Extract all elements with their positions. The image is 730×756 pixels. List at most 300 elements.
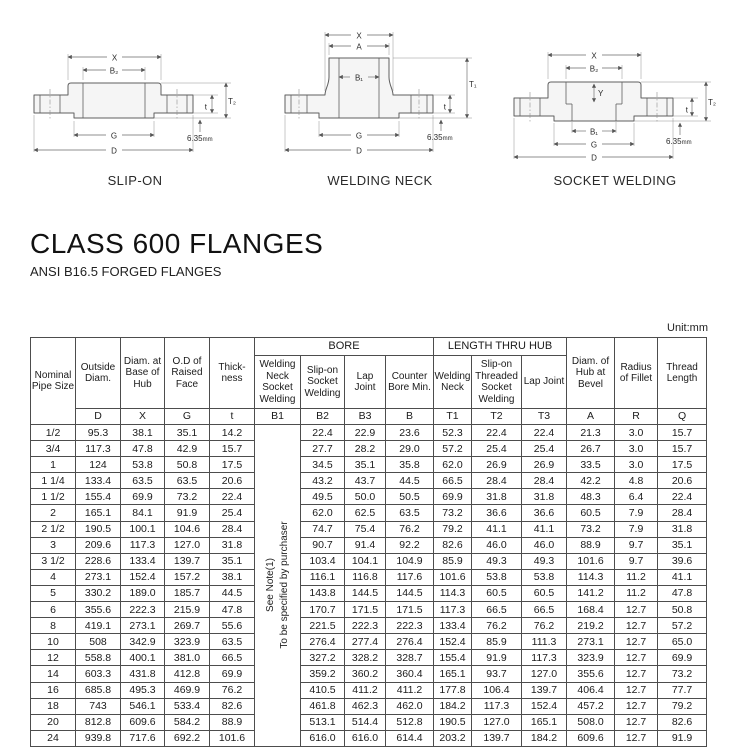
col-header-outside-diam: Outside Diam.: [76, 338, 121, 409]
table-row: [31, 618, 707, 634]
dim-label-x: X: [111, 53, 118, 63]
cell-value: 46.0: [522, 537, 567, 553]
cell-value: 155.4: [76, 489, 121, 505]
cell-value: 209.6: [76, 537, 121, 553]
cell-value: 63.5: [121, 473, 165, 489]
cell-value: 66.5: [472, 602, 522, 618]
cell-nominal-size: 6: [31, 602, 76, 618]
cell-value: 609.6: [121, 714, 165, 730]
cell-value: 127.0: [472, 714, 522, 730]
dim-label-t2: T₂: [228, 97, 236, 106]
dim-label-y: Y: [598, 89, 604, 98]
cell-value: 124: [76, 457, 121, 473]
cell-value: 47.8: [210, 602, 255, 618]
table-row: [31, 441, 707, 457]
cell-value: 53.8: [121, 457, 165, 473]
cell-value: 461.8: [301, 698, 345, 714]
cell-value: 44.5: [386, 473, 434, 489]
dim-label-d: D: [356, 146, 362, 156]
cell-value: 73.2: [165, 489, 210, 505]
flange-cross-section: [34, 83, 193, 118]
flange-cross-section: [514, 82, 673, 121]
cell-value: 22.4: [301, 425, 345, 441]
dim-label-t: t: [204, 102, 207, 112]
cell-value: 411.2: [345, 682, 386, 698]
cell-value: 76.2: [210, 682, 255, 698]
dim-label-g: G: [110, 131, 118, 141]
symbol-b3: B3: [345, 409, 386, 425]
cell-value: 69.9: [121, 489, 165, 505]
cell-value: 462.3: [345, 698, 386, 714]
cell-value: 812.8: [76, 714, 121, 730]
cell-value: 184.2: [522, 730, 567, 746]
cell-value: 20.6: [210, 473, 255, 489]
cell-value: 117.3: [434, 602, 472, 618]
cell-value: 62.0: [301, 505, 345, 521]
cell-value: 584.2: [165, 714, 210, 730]
cell-value: 177.8: [434, 682, 472, 698]
b1-note-cell: [255, 425, 301, 747]
cell-nominal-size: 12: [31, 650, 76, 666]
dim-label-t: t: [443, 102, 446, 112]
cell-nominal-size: 1 1/2: [31, 489, 76, 505]
cell-value: 12.7: [615, 634, 658, 650]
cell-value: 82.6: [658, 714, 707, 730]
cell-value: 53.8: [472, 569, 522, 585]
cell-value: 219.2: [567, 618, 615, 634]
cell-value: 22.4: [472, 425, 522, 441]
cell-value: 75.4: [345, 521, 386, 537]
cell-value: 7.9: [615, 505, 658, 521]
cell-value: 42.2: [567, 473, 615, 489]
welding-neck-diagram: [275, 25, 485, 165]
cell-value: 171.5: [345, 602, 386, 618]
cell-value: 457.2: [567, 698, 615, 714]
dim-label-b2: B₂: [109, 66, 119, 76]
cell-value: 35.1: [165, 425, 210, 441]
dim-label-b1: B₁: [354, 73, 364, 83]
symbol-t1: T1: [434, 409, 472, 425]
cell-value: 558.8: [76, 650, 121, 666]
cell-value: 276.4: [386, 634, 434, 650]
col-header-length-slipon: Slip-on Threaded Socket Welding: [472, 356, 522, 409]
figure-socket-welding: [510, 25, 720, 188]
socket-welding-diagram: [510, 25, 720, 165]
col-header-hub-bevel-diam: Diam. of Hub at Bevel: [567, 338, 615, 409]
cell-value: 546.1: [121, 698, 165, 714]
cell-value: 47.8: [121, 441, 165, 457]
cell-value: 85.9: [434, 553, 472, 569]
cell-value: 228.6: [76, 553, 121, 569]
cell-value: 185.7: [165, 585, 210, 601]
table-row: [31, 473, 707, 489]
cell-value: 104.6: [165, 521, 210, 537]
cell-nominal-size: 3/4: [31, 441, 76, 457]
cell-value: 117.6: [386, 569, 434, 585]
cell-value: 692.2: [165, 730, 210, 746]
cell-value: 127.0: [165, 537, 210, 553]
cell-value: 116.8: [345, 569, 386, 585]
cell-value: 69.9: [210, 666, 255, 682]
cell-value: 152.4: [522, 698, 567, 714]
cell-value: 35.1: [345, 457, 386, 473]
cell-value: 117.3: [472, 698, 522, 714]
cell-value: 323.9: [567, 650, 615, 666]
cell-value: 63.5: [165, 473, 210, 489]
table-row: [31, 730, 707, 746]
cell-value: 406.4: [567, 682, 615, 698]
cell-value: 12.7: [615, 682, 658, 698]
diagram-caption: SLIP-ON: [107, 173, 163, 188]
cell-value: 9.7: [615, 553, 658, 569]
cell-value: 76.2: [386, 521, 434, 537]
cell-value: 139.7: [522, 682, 567, 698]
cell-value: 57.2: [658, 618, 707, 634]
cell-value: 117.3: [76, 441, 121, 457]
cell-value: 66.5: [522, 602, 567, 618]
cell-value: 400.1: [121, 650, 165, 666]
cell-value: 43.7: [345, 473, 386, 489]
cell-value: 12.7: [615, 602, 658, 618]
cell-value: 62.5: [345, 505, 386, 521]
cell-value: 431.8: [121, 666, 165, 682]
cell-nominal-size: 4: [31, 569, 76, 585]
cell-value: 139.7: [472, 730, 522, 746]
cell-value: 101.6: [210, 730, 255, 746]
cell-value: 4.8: [615, 473, 658, 489]
cell-value: 410.5: [301, 682, 345, 698]
cell-value: 12.7: [615, 666, 658, 682]
symbol-t: t: [210, 409, 255, 425]
cell-value: 222.3: [345, 618, 386, 634]
cell-value: 79.2: [658, 698, 707, 714]
cell-value: 328.2: [345, 650, 386, 666]
figure-welding-neck: [275, 25, 485, 188]
cell-nominal-size: 1 1/4: [31, 473, 76, 489]
col-header-raised-face-od: O.D of Raised Face: [165, 338, 210, 409]
symbol-b2: B2: [301, 409, 345, 425]
dim-label-a: A: [356, 42, 362, 52]
group-header-bore: BORE: [255, 338, 434, 356]
cell-value: 12.7: [615, 714, 658, 730]
cell-value: 360.2: [345, 666, 386, 682]
cell-value: 60.5: [567, 505, 615, 521]
unit-label: Unit:mm: [667, 322, 708, 334]
cell-value: 189.0: [121, 585, 165, 601]
cell-value: 116.1: [301, 569, 345, 585]
cell-value: 133.4: [121, 553, 165, 569]
cell-value: 91.4: [345, 537, 386, 553]
cell-value: 144.5: [386, 585, 434, 601]
table-row: [31, 602, 707, 618]
cell-value: 41.1: [522, 521, 567, 537]
cell-value: 29.0: [386, 441, 434, 457]
cell-value: 26.7: [567, 441, 615, 457]
cell-value: 144.5: [345, 585, 386, 601]
cell-value: 14.2: [210, 425, 255, 441]
cell-value: 157.2: [165, 569, 210, 585]
cell-value: 42.9: [165, 441, 210, 457]
cell-value: 73.2: [658, 666, 707, 682]
cell-value: 100.1: [121, 521, 165, 537]
cell-value: 111.3: [522, 634, 567, 650]
cell-value: 184.2: [434, 698, 472, 714]
cell-value: 34.5: [301, 457, 345, 473]
table-row: [31, 714, 707, 730]
dim-label-b2: B₂: [589, 64, 599, 74]
cell-value: 49.3: [522, 553, 567, 569]
cell-value: 101.6: [434, 569, 472, 585]
cell-nominal-size: 14: [31, 666, 76, 682]
cell-nominal-size: 8: [31, 618, 76, 634]
table-body: [31, 425, 707, 747]
b1-note-line: See Note(1): [264, 558, 276, 613]
cell-value: 168.4: [567, 602, 615, 618]
cell-value: 31.8: [472, 489, 522, 505]
cell-value: 85.9: [472, 634, 522, 650]
cell-value: 342.9: [121, 634, 165, 650]
col-header-length-lap-joint: Lap Joint: [522, 356, 567, 409]
cell-value: 62.0: [434, 457, 472, 473]
cell-value: 25.4: [210, 505, 255, 521]
cell-nominal-size: 10: [31, 634, 76, 650]
cell-value: 57.2: [434, 441, 472, 457]
cell-value: 33.5: [567, 457, 615, 473]
cell-value: 28.4: [658, 505, 707, 521]
cell-value: 31.8: [522, 489, 567, 505]
cell-value: 28.4: [522, 473, 567, 489]
cell-value: 3.0: [615, 457, 658, 473]
symbol-d: D: [76, 409, 121, 425]
col-header-length-wn: Welding Neck: [434, 356, 472, 409]
cell-value: 3.0: [615, 425, 658, 441]
table-row: [31, 650, 707, 666]
cell-value: 60.5: [472, 585, 522, 601]
cell-value: 77.7: [658, 682, 707, 698]
dim-label-d: D: [591, 153, 597, 163]
symbol-a: A: [567, 409, 615, 425]
table-row: [31, 489, 707, 505]
group-header-length-thru-hub: LENGTH THRU HUB: [434, 338, 567, 356]
cell-value: 55.6: [210, 618, 255, 634]
cell-value: 22.4: [522, 425, 567, 441]
cell-value: 11.2: [615, 585, 658, 601]
cell-nominal-size: 2 1/2: [31, 521, 76, 537]
cell-value: 411.2: [386, 682, 434, 698]
cell-value: 73.2: [434, 505, 472, 521]
cell-value: 512.8: [386, 714, 434, 730]
cell-value: 412.8: [165, 666, 210, 682]
cell-nominal-size: 20: [31, 714, 76, 730]
col-header-nominal: Nominal Pipe Size: [31, 338, 76, 425]
cell-value: 152.4: [434, 634, 472, 650]
cell-value: 273.1: [121, 618, 165, 634]
cell-value: 36.6: [472, 505, 522, 521]
cell-value: 514.4: [345, 714, 386, 730]
cell-nominal-size: 5: [31, 585, 76, 601]
cell-value: 22.4: [210, 489, 255, 505]
cell-value: 419.1: [76, 618, 121, 634]
col-header-thread-length: Thread Length: [658, 338, 707, 409]
cell-value: 939.8: [76, 730, 121, 746]
cell-value: 84.1: [121, 505, 165, 521]
cell-value: 31.8: [658, 521, 707, 537]
dim-label-t: t: [685, 105, 688, 115]
cell-value: 106.4: [472, 682, 522, 698]
table-row: [31, 682, 707, 698]
cell-value: 165.1: [76, 505, 121, 521]
cell-value: 155.4: [434, 650, 472, 666]
cell-value: 88.9: [567, 537, 615, 553]
cell-value: 143.8: [301, 585, 345, 601]
symbol-g: G: [165, 409, 210, 425]
cell-value: 35.1: [210, 553, 255, 569]
cell-value: 104.9: [386, 553, 434, 569]
table-row: [31, 666, 707, 682]
cell-value: 360.4: [386, 666, 434, 682]
table-row: [31, 425, 707, 441]
cell-value: 117.3: [522, 650, 567, 666]
cell-value: 69.9: [434, 489, 472, 505]
cell-value: 101.6: [567, 553, 615, 569]
symbol-b1: B1: [255, 409, 301, 425]
table-row: [31, 505, 707, 521]
cell-value: 74.7: [301, 521, 345, 537]
cell-value: 46.0: [472, 537, 522, 553]
cell-value: 91.9: [472, 650, 522, 666]
cell-value: 222.3: [121, 602, 165, 618]
cell-value: 717.6: [121, 730, 165, 746]
cell-nominal-size: 2: [31, 505, 76, 521]
figure-slip-on: [30, 25, 240, 188]
table-row: [31, 634, 707, 650]
cell-value: 330.2: [76, 585, 121, 601]
dim-label-d: D: [111, 146, 117, 156]
cell-value: 95.3: [76, 425, 121, 441]
cell-value: 614.4: [386, 730, 434, 746]
cell-value: 26.9: [472, 457, 522, 473]
table-row: [31, 569, 707, 585]
symbol-x: X: [121, 409, 165, 425]
cell-value: 133.4: [434, 618, 472, 634]
cell-value: 50.5: [386, 489, 434, 505]
col-header-bore-wn-sw: Welding Neck Socket Welding: [255, 356, 301, 409]
cell-value: 215.9: [165, 602, 210, 618]
cell-value: 63.5: [210, 634, 255, 650]
col-header-fillet-radius: Radius of Fillet: [615, 338, 658, 409]
cell-value: 36.6: [522, 505, 567, 521]
symbol-r: R: [615, 409, 658, 425]
cell-value: 152.4: [121, 569, 165, 585]
cell-value: 91.9: [165, 505, 210, 521]
cell-value: 88.9: [210, 714, 255, 730]
cell-value: 28.4: [472, 473, 522, 489]
cell-value: 190.5: [434, 714, 472, 730]
symbol-t3: T3: [522, 409, 567, 425]
cell-value: 26.9: [522, 457, 567, 473]
cell-value: 48.3: [567, 489, 615, 505]
symbol-b: B: [386, 409, 434, 425]
cell-value: 139.7: [165, 553, 210, 569]
col-header-thickness: Thick-ness: [210, 338, 255, 409]
dim-label-b1: B₁: [589, 127, 599, 137]
cell-value: 20.6: [658, 473, 707, 489]
cell-value: 114.3: [434, 585, 472, 601]
cell-nominal-size: 24: [31, 730, 76, 746]
cell-value: 190.5: [76, 521, 121, 537]
cell-value: 73.2: [567, 521, 615, 537]
cell-value: 12.7: [615, 698, 658, 714]
cell-value: 508.0: [567, 714, 615, 730]
cell-value: 513.1: [301, 714, 345, 730]
cell-value: 27.7: [301, 441, 345, 457]
cell-value: 76.2: [472, 618, 522, 634]
cell-value: 41.1: [472, 521, 522, 537]
cell-value: 15.7: [658, 425, 707, 441]
cell-value: 15.7: [658, 441, 707, 457]
cell-value: 12.7: [615, 650, 658, 666]
table-row: [31, 537, 707, 553]
table-row: [31, 521, 707, 537]
cell-value: 82.6: [434, 537, 472, 553]
cell-value: 170.7: [301, 602, 345, 618]
cell-value: 117.3: [121, 537, 165, 553]
dim-label-x: X: [356, 31, 362, 41]
cell-value: 23.6: [386, 425, 434, 441]
cell-value: 91.9: [658, 730, 707, 746]
cell-value: 79.2: [434, 521, 472, 537]
cell-value: 6.4: [615, 489, 658, 505]
cell-value: 25.4: [472, 441, 522, 457]
cell-value: 616.0: [345, 730, 386, 746]
cell-value: 90.7: [301, 537, 345, 553]
dim-label-x: X: [591, 51, 597, 61]
cell-value: 49.5: [301, 489, 345, 505]
cell-value: 269.7: [165, 618, 210, 634]
symbol-t2: T2: [472, 409, 522, 425]
cell-value: 11.2: [615, 569, 658, 585]
cell-value: 327.2: [301, 650, 345, 666]
cell-value: 328.7: [386, 650, 434, 666]
cell-value: 221.5: [301, 618, 345, 634]
cell-nominal-size: 18: [31, 698, 76, 714]
cell-value: 50.8: [658, 602, 707, 618]
cell-value: 35.1: [658, 537, 707, 553]
cell-value: 21.3: [567, 425, 615, 441]
cell-value: 52.3: [434, 425, 472, 441]
raised-face-label: 6.35mm: [187, 134, 213, 143]
col-header-hub-base-diam: Diam. at Base of Hub: [121, 338, 165, 409]
cell-value: 508: [76, 634, 121, 650]
slip-on-diagram: [30, 25, 240, 165]
cell-value: 323.9: [165, 634, 210, 650]
cell-value: 104.1: [345, 553, 386, 569]
col-header-bore-slipon-sw: Slip-on Socket Welding: [301, 356, 345, 409]
cell-value: 609.6: [567, 730, 615, 746]
cell-value: 9.7: [615, 537, 658, 553]
cell-value: 44.5: [210, 585, 255, 601]
cell-value: 462.0: [386, 698, 434, 714]
cell-value: 355.6: [567, 666, 615, 682]
cell-value: 133.4: [76, 473, 121, 489]
cell-value: 66.5: [210, 650, 255, 666]
cell-value: 17.5: [658, 457, 707, 473]
cell-value: 12.7: [615, 618, 658, 634]
cell-nominal-size: 1: [31, 457, 76, 473]
cell-value: 82.6: [210, 698, 255, 714]
cell-value: 53.8: [522, 569, 567, 585]
cell-value: 39.6: [658, 553, 707, 569]
